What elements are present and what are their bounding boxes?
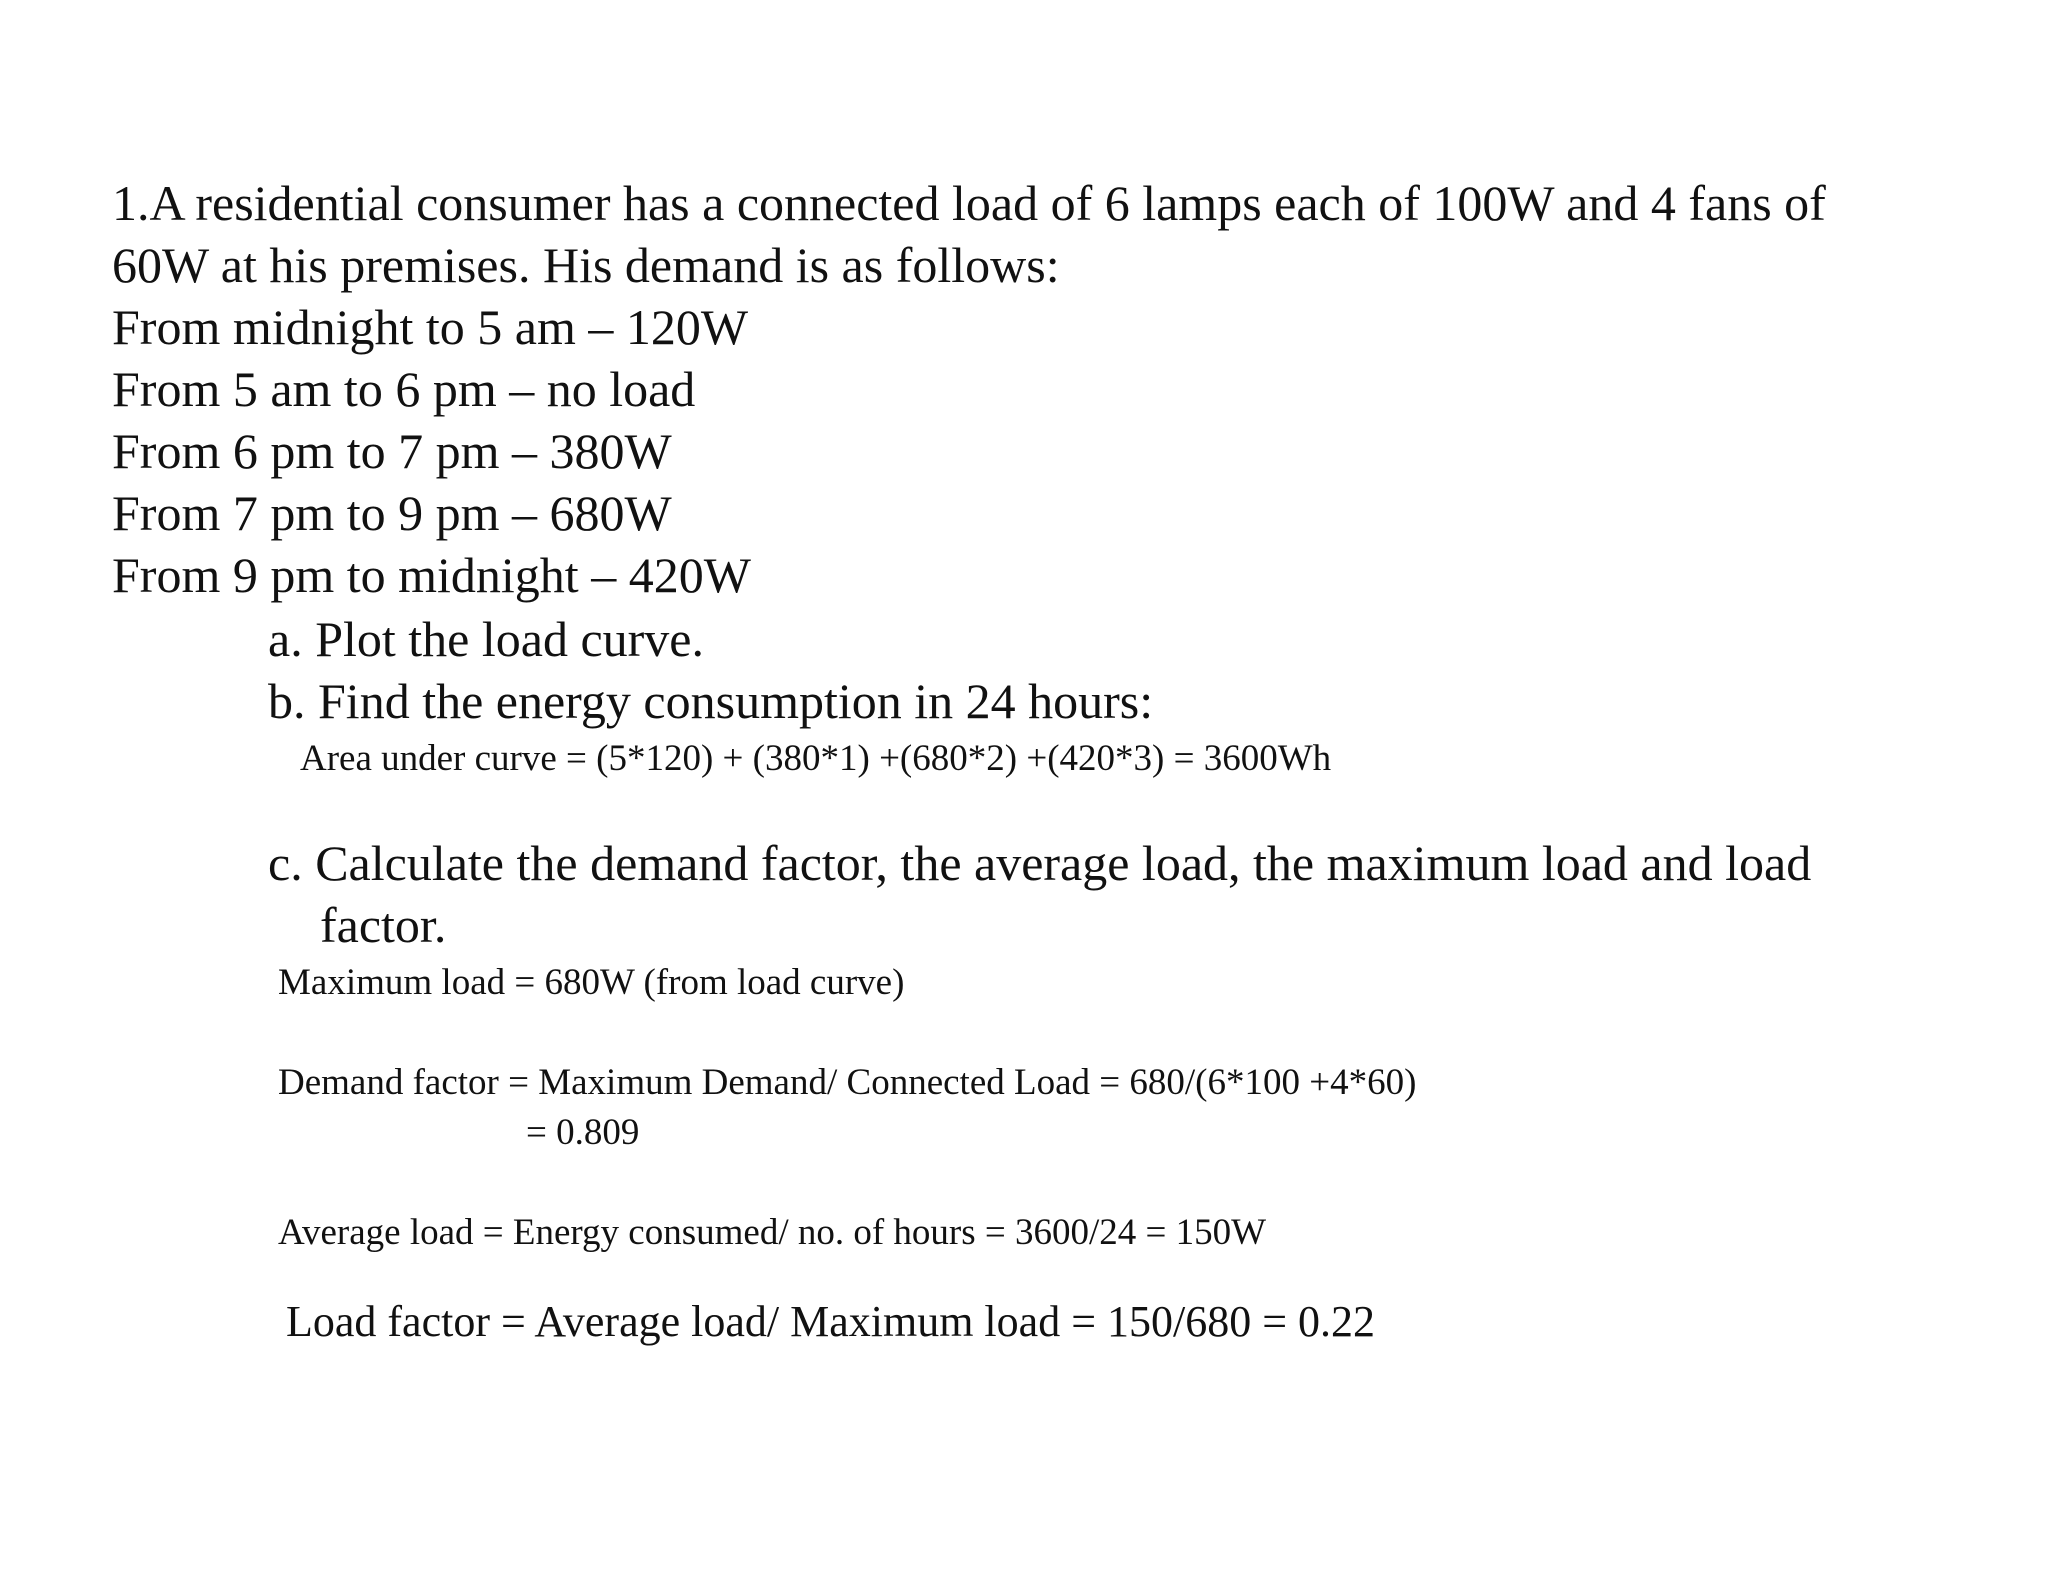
part-c-question-line-2: factor. — [320, 897, 447, 953]
average-load-answer: Average load = Energy consumed/ no. of hours = 3600/24 = 150W — [278, 1212, 1267, 1253]
demand-item: From 7 pm to 9 pm – 680W — [112, 485, 672, 541]
demand-factor-answer-line-2: = 0.809 — [526, 1112, 640, 1153]
demand-item: From 6 pm to 7 pm – 380W — [112, 423, 672, 479]
demand-item: From 5 am to 6 pm – no load — [112, 361, 696, 417]
part-a-question: a. Plot the load curve. — [268, 611, 704, 667]
part-b-question: b. Find the energy consumption in 24 hours: — [268, 673, 1154, 729]
max-load-answer: Maximum load = 680W (from load curve) — [278, 962, 905, 1003]
part-c-question-line-1: c. Calculate the demand factor, the average load, the maximum load and load — [268, 835, 1812, 891]
demand-item: From 9 pm to midnight – 420W — [112, 547, 751, 603]
load-factor-answer: Load factor = Average load/ Maximum load = 150/680 = 0.22 — [286, 1297, 1376, 1346]
demand-item: From midnight to 5 am – 120W — [112, 299, 749, 355]
part-b-answer: Area under curve = (5*120) + (380*1) +(680*2) +(420*3) = 3600Wh — [300, 738, 1332, 779]
problem-statement-line-2: 60W at his premises. His demand is as follows: — [112, 237, 1060, 293]
problem-statement-line-1: 1.A residential consumer has a connected load of 6 lamps each of 100W and 4 fans of — [112, 175, 1826, 231]
demand-factor-answer-line-1: Demand factor = Maximum Demand/ Connected Load = 680/(6*100 +4*60) — [278, 1062, 1417, 1103]
